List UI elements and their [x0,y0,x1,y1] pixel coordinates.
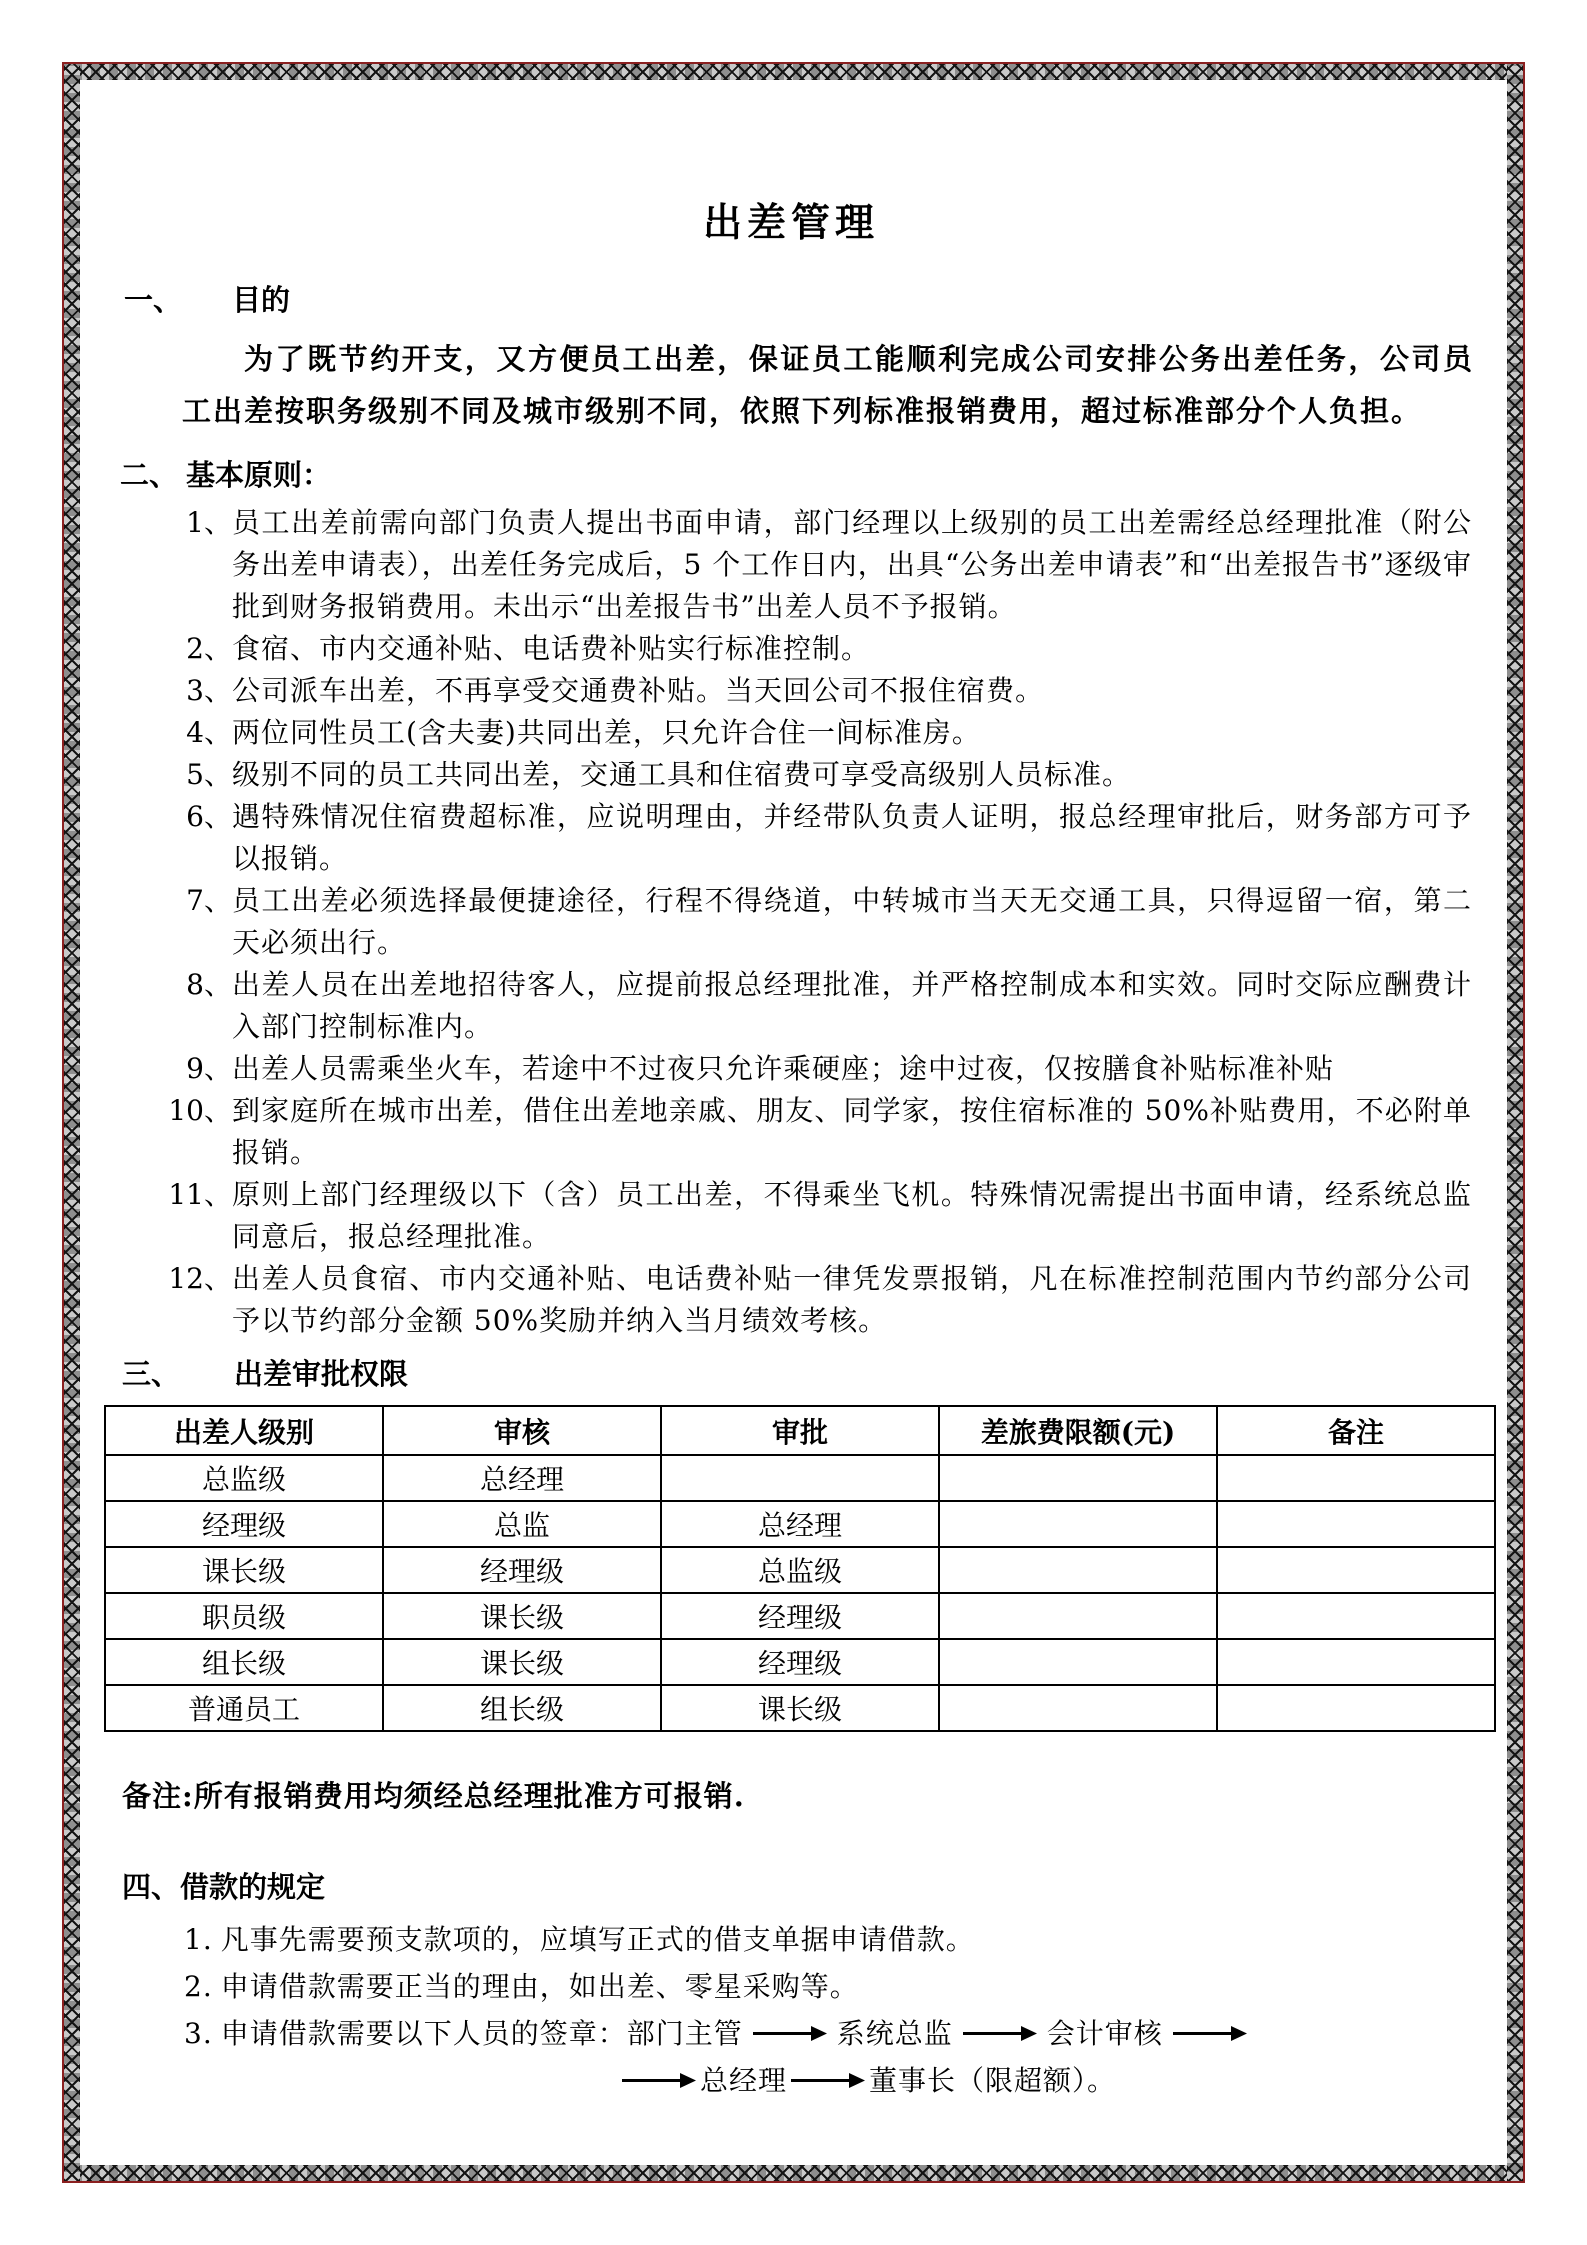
table-header-cell: 备注 [1217,1406,1495,1455]
table-row [105,1455,1495,1501]
list-item [80,964,1502,1048]
list-item-text: 原则上部门经理级以下（含）员工出差，不得乘坐飞机。特殊情况需提出书面申请，经系统总监同意后，报总经理批准。 [232,1178,1472,1254]
section-heading-text: 目的 [232,283,291,317]
table-cell-limit [939,1639,1217,1685]
list-item-number: 1. [184,1923,213,1957]
section-approval-heading [122,1352,1502,1393]
table-cell-review: 课长级 [383,1593,661,1639]
list-item-text: 出差人员食宿、市内交通补贴、电话费补贴一律凭发票报销，凡在标准控制范围内节约部分公司予以节约部分金额 50%奖励并纳入当月绩效考核。 [232,1262,1472,1338]
signature-flow-line-2 [618,2057,1502,2104]
list-item-number: 2. [184,1970,213,2004]
flow-step: 会计审核 [1046,2017,1163,2051]
section-purpose-heading [124,278,1502,319]
table-cell-approve: 经理级 [661,1593,939,1639]
section-heading-text: 基本原则： [186,458,332,493]
list-item-number: 3、 [186,674,232,708]
page-border-right [1507,64,1523,2181]
table-cell-review: 组长级 [383,1685,661,1731]
list-item-text: 食宿、市内交通补贴、电话费补贴实行标准控制。 [232,632,871,666]
section-borrow-heading [122,1865,1502,1906]
table-cell-level: 职员级 [105,1593,383,1639]
table-header-cell: 审批 [661,1406,939,1455]
list-item-text: 申请借款需要以下人员的签章： [220,2017,627,2051]
table-row [105,1685,1495,1731]
page-border-left [64,64,80,2181]
table-cell-review: 课长级 [383,1639,661,1685]
section-number: 一、 [124,283,183,317]
table-cell-level: 普通员工 [105,1685,383,1731]
principles-list [80,502,1502,1342]
table-cell-remark [1217,1547,1495,1593]
table-header-cell: 差旅费限额(元) [939,1406,1217,1455]
list-item-number: 5、 [186,758,232,792]
list-item-text: 遇特殊情况住宿费超标准，应说明理由，并经带队负责人证明，报总经理审批后，财务部方可予以报销。 [232,800,1472,876]
list-item-text: 到家庭所在城市出差，借住出差地亲戚、朋友、同学家，按住宿标准的 50%补贴费用，不必附单报销。 [232,1094,1472,1170]
page-border-top [64,64,1523,80]
list-item [80,1048,1502,1090]
table-cell-approve: 经理级 [661,1639,939,1685]
list-item-number: 1、 [186,506,232,540]
table-cell-limit [939,1685,1217,1731]
list-item-text: 凡事先需要预支款项的，应填写正式的借支单据申请借款。 [220,1923,975,1957]
approval-table-head [105,1406,1495,1455]
flow-arrow-icon [753,2026,827,2041]
table-cell-level: 总监级 [105,1455,383,1501]
table-row [105,1639,1495,1685]
table-cell-remark [1217,1685,1495,1731]
list-item-signature-flow [184,2010,1502,2057]
approval-table-body [105,1455,1495,1731]
flow-arrow-icon [622,2073,696,2088]
list-item-number: 3. [184,2017,213,2051]
table-cell-limit [939,1501,1217,1547]
list-item [80,1258,1502,1342]
table-cell-approve: 总监级 [661,1547,939,1593]
table-header-cell: 审核 [383,1406,661,1455]
page-border-bottom [64,2165,1523,2181]
list-item [184,1916,1502,1963]
list-item [80,796,1502,880]
table-row [105,1593,1495,1639]
document-content [80,80,1502,2105]
flow-step: 系统总监 [836,2017,953,2051]
list-item-number: 2、 [186,632,232,666]
table-row [105,1547,1495,1593]
list-item [80,1090,1502,1174]
remark-note: 备注:所有报销费用均须经总经理批准方可报销. [122,1779,745,1814]
table-cell-limit [939,1547,1217,1593]
flow-arrow-icon [963,2026,1037,2041]
page-title: 出差管理 [702,200,879,246]
flow-step: 部门主管 [626,2017,743,2051]
list-item [80,1174,1502,1258]
list-item [80,628,1502,670]
purpose-paragraph: 为了既节约开支，又方便员工出差，保证员工能顺利完成公司安排公务出差任务，公司员工出差按职务级别不同及城市级别不同，依照下列标准报销费用，超过标准部分个人负担。 [182,342,1474,429]
list-item-text: 级别不同的员工共同出差，交通工具和住宿费可享受高级别人员标准。 [232,758,1132,792]
flow-arrow-icon [1173,2026,1247,2041]
list-item-number: 6、 [186,800,232,834]
list-item [184,1963,1502,2010]
table-cell-approve [661,1455,939,1501]
list-item-number: 4、 [186,716,232,750]
flow-step: 董事长（限超额）。 [869,2064,1117,2098]
list-item-text: 员工出差前需向部门负责人提出书面申请，部门经理以上级别的员工出差需经总经理批准（附公务出差申请表），出差任务完成后，5 个工作日内，出具“公务出差申请表”和“出差报告书”逐级审批到财务报销费用。未出示“出差报告书”出差人员不予报销。 [232,506,1472,624]
table-cell-limit [939,1455,1217,1501]
list-item-number: 9、 [186,1052,232,1086]
table-cell-review: 总经理 [383,1455,661,1501]
section-number: 二、 [120,458,179,493]
list-item-text: 员工出差必须选择最便捷途径，行程不得绕道，中转城市当天无交通工具，只得逗留一宿，第二天必须出行。 [232,884,1472,960]
list-item-number: 11、 [168,1178,232,1212]
table-header-cell: 出差人级别 [105,1406,383,1455]
table-cell-limit [939,1593,1217,1639]
table-cell-remark [1217,1455,1495,1501]
table-cell-review: 总监 [383,1501,661,1547]
table-cell-remark [1217,1639,1495,1685]
table-row [105,1501,1495,1547]
list-item [80,712,1502,754]
table-cell-approve: 课长级 [661,1685,939,1731]
section-number: 三、 [122,1357,181,1392]
list-item-text: 申请借款需要正当的理由，如出差、零星采购等。 [220,1970,859,2004]
list-item-number: 8、 [186,968,232,1002]
table-cell-review: 经理级 [383,1547,661,1593]
section-principles-heading [120,453,1502,494]
list-item [80,754,1502,796]
flow-step: 总经理 [700,2064,788,2098]
table-cell-level: 课长级 [105,1547,383,1593]
list-item-text: 出差人员需乘坐火车，若途中不过夜只允许乘硬座；途中过夜，仅按膳食补贴标准补贴 [232,1052,1335,1086]
section-heading-text: 四、借款的规定 [122,1870,326,1905]
list-item [80,502,1502,628]
list-item [80,670,1502,712]
table-cell-remark [1217,1501,1495,1547]
borrow-list [184,1916,1502,2104]
list-item-number: 12、 [168,1262,232,1296]
list-item-text: 公司派车出差，不再享受交通费补贴。当天回公司不报住宿费。 [232,674,1045,708]
table-cell-level: 经理级 [105,1501,383,1547]
table-cell-level: 组长级 [105,1639,383,1685]
list-item-text: 两位同性员工(含夫妻)共同出差，只允许合住一间标准房。 [232,716,981,750]
table-header-row [105,1406,1495,1455]
table-cell-remark [1217,1593,1495,1639]
list-item-number: 10、 [168,1094,232,1128]
approval-table [104,1405,1496,1732]
section-heading-text: 出差审批权限 [234,1357,409,1392]
list-item-text: 出差人员在出差地招待客人，应提前报总经理批准，并严格控制成本和实效。同时交际应酬费计入部门控制标准内。 [232,968,1472,1044]
list-item [80,880,1502,964]
flow-arrow-icon [791,2073,865,2088]
list-item-number: 7、 [186,884,232,918]
table-cell-approve: 总经理 [661,1501,939,1547]
